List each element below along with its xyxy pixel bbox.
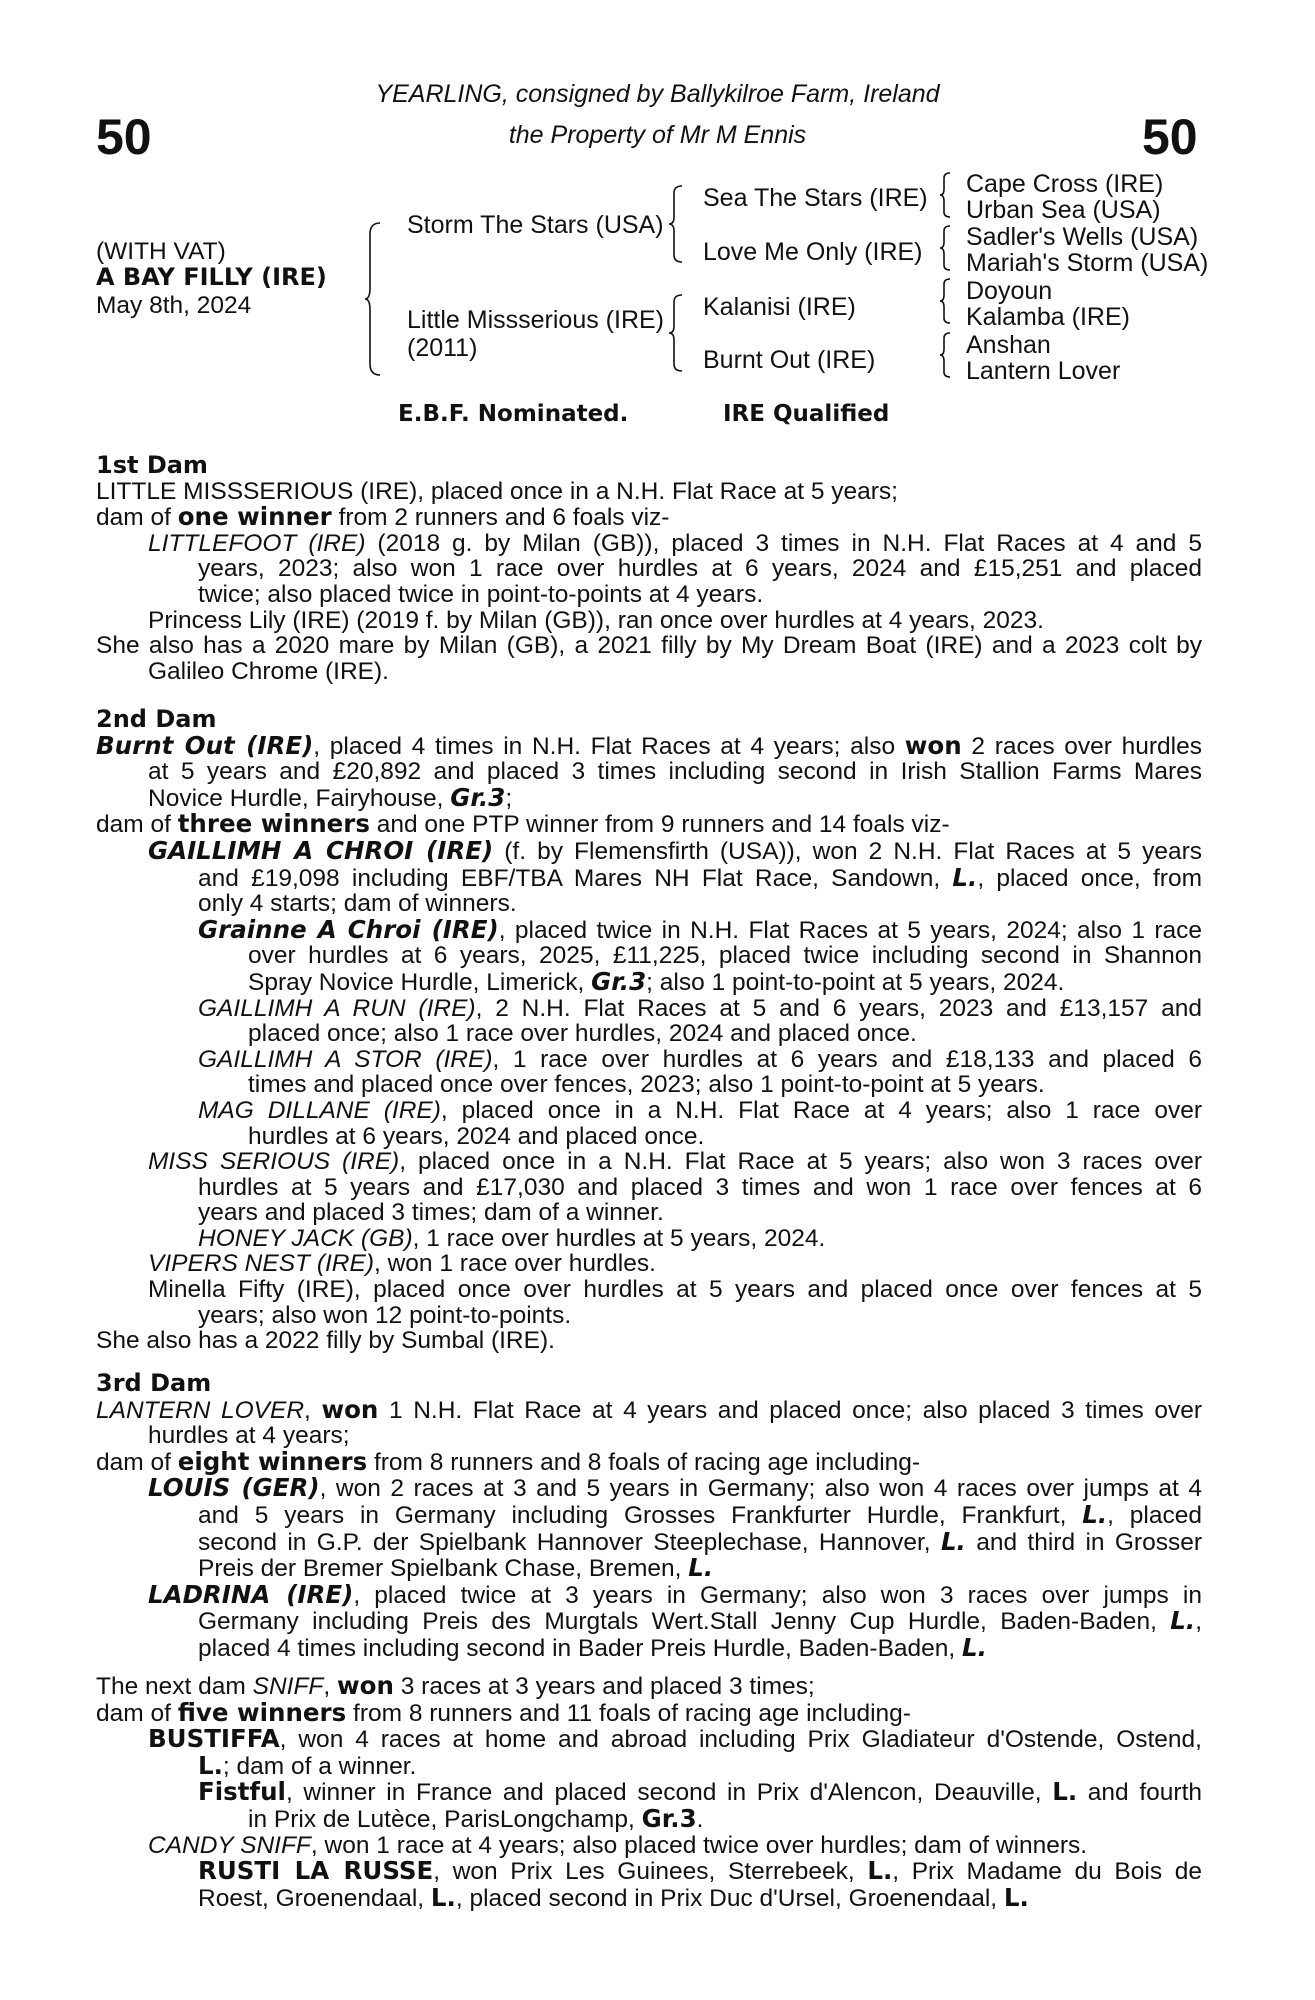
consignment-line-2: the Property of Mr M Ennis	[508, 121, 807, 149]
next-dam-line: dam of five winners from 8 runners and 11 foals of racing age including-	[96, 1697, 911, 1727]
second-dam-line: GAILLIMH A STOR (IRE), 1 race over hurdles at 6 years and £18,133 and placed 6	[198, 1045, 1202, 1073]
second-dam-line: Burnt Out (IRE), placed 4 times in N.H. Flat Races at 4 years; also won 2 races over hurdles	[96, 730, 1203, 760]
second-dam-line: GAILLIMH A CHROI (IRE) (f. by Flemensfirth (USA)), won 2 N.H. Flat Races at 5 years	[148, 835, 1202, 865]
first-dam-line: twice; also placed twice in point-to-points at 4 years.	[198, 580, 764, 608]
pedigree-brace-dam	[670, 294, 684, 372]
second-dam-line: years and placed 3 times; dam of a winner.	[198, 1199, 664, 1227]
pedigree-brace-sire	[670, 185, 684, 263]
third-dam-line: Germany including Preis des Murgtals Wert.Stall Jenny Cup Hurdle, Baden-Baden, L.,	[198, 1606, 1202, 1636]
first-dam-line: Galileo Chrome (IRE).	[148, 657, 389, 685]
vat-label: (WITH VAT)	[96, 238, 226, 265]
second-dam-line: Spray Novice Hurdle, Limerick, Gr.3; also 1 point-to-point at 5 years, 2024.	[248, 966, 1065, 996]
consignment-line-1: YEARLING, consigned by Ballykilroe Farm, Ireland	[375, 80, 940, 108]
dam-sire: Kalanisi (IRE)	[703, 293, 856, 321]
sire-dam: Love Me Only (IRE)	[703, 238, 923, 266]
next-dam-line: RUSTI LA RUSSE, won Prix Les Guinees, Sterrebeek, L., Prix Madame du Bois de	[198, 1856, 1202, 1886]
third-dam-line: LADRINA (IRE), placed twice at 3 years in Germany; also won 3 races over jumps in	[148, 1579, 1202, 1609]
first-dam-line: dam of one winner from 2 runners and 6 foals viz-	[96, 502, 670, 532]
second-dam-line: Minella Fifty (IRE), placed once over hurdles at 5 years and placed once over fences at 5	[148, 1276, 1202, 1304]
third-dam-line: placed 4 times including second in Bader Preis Hurdle, Baden-Baden, L.	[198, 1632, 987, 1662]
dam-year: (2011)	[407, 334, 478, 362]
third-dam-line: LANTERN LOVER, won 1 N.H. Flat Race at 4 years and placed once; also placed 3 times over	[96, 1394, 1203, 1424]
gen3-6: Kalamba (IRE)	[966, 303, 1130, 331]
second-dam-line: at 5 years and £20,892 and placed 3 times including second in Irish Stallion Farms Mares	[148, 758, 1202, 786]
third-dam-line: and 5 years in Germany including Grosses Frankfurter Hurdle, Frankfurt, L., placed	[198, 1499, 1202, 1529]
second-dam-line: MAG DILLANE (IRE), placed once in a N.H. Flat Race at 4 years; also 1 race over	[198, 1096, 1202, 1124]
third-dam-section	[96, 1371, 1202, 1662]
second-dam-line: She also has a 2022 filly by Sumbal (IRE).	[96, 1327, 555, 1355]
third-dam-heading: 3rd Dam	[96, 1369, 212, 1397]
second-dam-line: times and placed once over fences, 2023; also 1 point-to-point at 5 years.	[248, 1071, 1045, 1099]
pedigree-brace-g3-4	[940, 332, 952, 378]
first-dam-line: Princess Lily (IRE) (2019 f. by Milan (GB)), ran once over hurdles at 4 years, 2023.	[148, 606, 1044, 634]
gen3-5: Doyoun	[966, 277, 1053, 305]
second-dam-line: dam of three winners and one PTP winner from 9 runners and 14 foals viz-	[96, 809, 950, 839]
second-dam-line: years; also won 12 point-to-points.	[198, 1301, 572, 1329]
lot-number-right: 50	[1142, 109, 1198, 165]
gen3-1: Cape Cross (IRE)	[966, 170, 1164, 198]
sire: Storm The Stars (USA)	[407, 211, 664, 239]
gen3-2: Urban Sea (USA)	[966, 196, 1161, 224]
second-dam-line: MISS SERIOUS (IRE), placed once in a N.H. Flat Race at 5 years; also won 3 races over	[148, 1148, 1203, 1176]
next-dam-line: Roest, Groenendaal, L., placed second in Prix Duc d'Ursel, Groenendaal, L.	[198, 1882, 1029, 1912]
ire-badge: IRE Qualified	[723, 401, 890, 427]
next-dam-line: The next dam SNIFF, won 3 races at 3 years and placed 3 times;	[96, 1671, 815, 1700]
next-dam-line: Fistful, winner in France and placed second in Prix d'Alencon, Deauville, L. and fourth	[198, 1777, 1202, 1807]
second-dam-line: Novice Hurdle, Fairyhouse, Gr.3;	[148, 782, 513, 812]
gen3-7: Anshan	[966, 331, 1051, 359]
next-dam-line: BUSTIFFA, won 4 races at home and abroad including Prix Gladiateur d'Ostende, Ostend,	[148, 1724, 1202, 1754]
second-dam-line: only 4 starts; dam of winners.	[198, 890, 517, 918]
pedigree-brace-g3-3	[940, 278, 952, 324]
second-dam-line: and £19,098 including EBF/TBA Mares NH Flat Race, Sandown, L., placed once, from	[198, 862, 1202, 892]
pedigree-brace-main	[368, 222, 382, 376]
first-dam-line: She also has a 2020 mare by Milan (GB), a 2021 filly by My Dream Boat (IRE) and a 2023 colt by	[96, 632, 1202, 660]
second-dam-heading: 2nd Dam	[96, 705, 217, 733]
gen3-8: Lantern Lover	[966, 357, 1121, 385]
third-dam-line: LOUIS (GER), won 2 races at 3 and 5 years in Germany; also won 4 races over jumps at 4	[148, 1473, 1202, 1503]
pedigree-brace-g3-2	[940, 225, 952, 271]
first-dam-section	[96, 453, 1202, 684]
foaling-date: May 8th, 2024	[96, 292, 252, 319]
lot-number-left: 50	[96, 109, 152, 165]
first-dam-line: LITTLEFOOT (IRE) (2018 g. by Milan (GB)), placed 3 times in N.H. Flat Races at 4 and 5	[148, 529, 1202, 557]
third-dam-line: dam of eight winners from 8 runners and 8 foals of racing age including-	[96, 1446, 921, 1476]
next-dam-line: L.; dam of a winner.	[198, 1750, 417, 1780]
next-dam-line: in Prix de Lutèce, ParisLongchamp, Gr.3.	[248, 1803, 704, 1833]
second-dam-section	[96, 707, 1202, 1354]
second-dam-line: over hurdles at 6 years, 2025, £11,225, placed twice including second in Shannon	[248, 942, 1202, 970]
second-dam-line: HONEY JACK (GB), 1 race over hurdles at 5 years, 2024.	[198, 1224, 826, 1252]
first-dam-heading: 1st Dam	[96, 451, 208, 479]
first-dam-line: years, 2023; also won 1 race over hurdles at 6 years, 2024 and £15,251 and placed	[198, 555, 1202, 583]
second-dam-line: GAILLIMH A RUN (IRE), 2 N.H. Flat Races at 5 and 6 years, 2023 and £13,157 and	[198, 994, 1202, 1022]
horse-name: A BAY FILLY (IRE)	[96, 263, 327, 291]
sire-sire: Sea The Stars (IRE)	[703, 184, 928, 212]
second-dam-line: hurdles at 6 years, 2024 and placed once.	[248, 1122, 705, 1150]
second-dam-line: VIPERS NEST (IRE), won 1 race over hurdles.	[148, 1250, 656, 1278]
next-dam-line: CANDY SNIFF, won 1 race at 4 years; also placed twice over hurdles; dam of winners.	[148, 1831, 1088, 1859]
ebf-badge: E.B.F. Nominated.	[398, 401, 629, 427]
second-dam-line: Grainne A Chroi (IRE), placed twice in N.H. Flat Races at 5 years, 2024; also 1 race	[198, 914, 1203, 944]
dam: Little Missserious (IRE)	[407, 306, 664, 334]
pedigree-brace-g3-1	[940, 172, 952, 218]
second-dam-line: placed once; also 1 race over hurdles, 2024 and placed once.	[248, 1020, 917, 1048]
gen3-3: Sadler's Wells (USA)	[966, 223, 1199, 251]
next-dam-section	[96, 1673, 1202, 1911]
third-dam-line: hurdles at 4 years;	[148, 1422, 350, 1450]
gen3-4: Mariah's Storm (USA)	[966, 249, 1209, 277]
third-dam-line: second in G.P. der Spielbank Hannover Steeplechase, Hannover, L. and third in Grosser	[198, 1526, 1202, 1556]
dam-dam: Burnt Out (IRE)	[703, 346, 876, 374]
third-dam-line: Preis der Bremer Spielbank Chase, Bremen, L.	[198, 1553, 714, 1583]
first-dam-line: LITTLE MISSSERIOUS (IRE), placed once in a N.H. Flat Race at 5 years;	[96, 477, 898, 505]
second-dam-line: hurdles at 5 years and £17,030 and placed 3 times and won 1 race over fences at 6	[198, 1173, 1202, 1201]
